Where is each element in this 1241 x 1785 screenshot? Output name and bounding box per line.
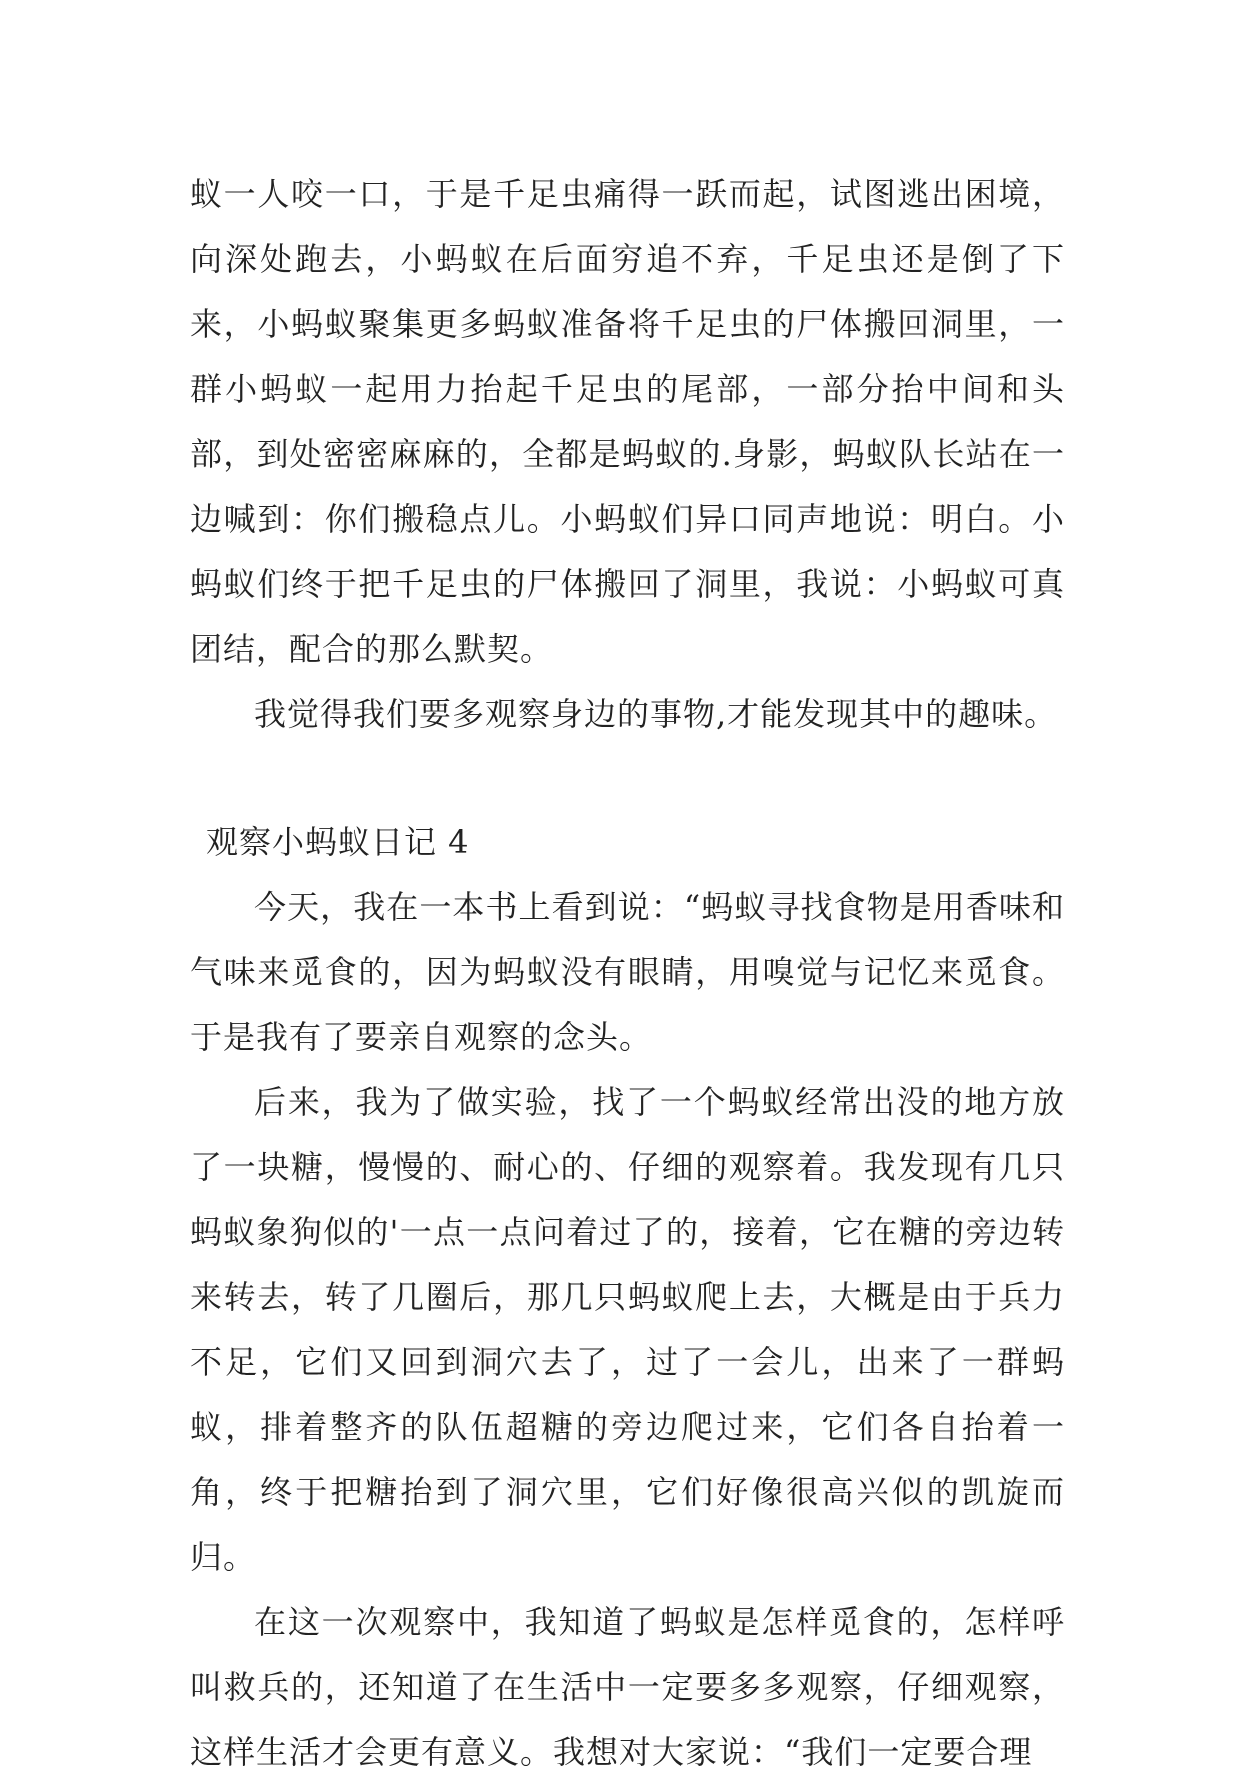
paragraph-lesson-learned: 在这一次观察中，我知道了蚂蚁是怎样觅食的，怎样呼叫救兵的，还知道了在生活中一定要多多观察，仔细观察，这样生活才会更有意义。我想对大家说：“我们一定要合理 <box>190 1603 1065 1771</box>
paragraph-book-reading: 今天，我在一本书上看到说：“蚂蚁寻找食物是用香味和气味来觅食的，因为蚂蚁没有眼睛，用嗅觉与记忆来觅食。于是我有了要亲自观察的念头。 <box>190 888 1065 1056</box>
section-title: 观察小蚂蚁日记 4 <box>206 823 470 861</box>
document-body <box>190 162 1065 1785</box>
paragraph-observation-conclusion: 我觉得我们要多观察身边的事物,才能发现其中的趣味。 <box>254 695 1058 733</box>
paragraph-ant-carrying-millipede: 蚁一人咬一口，于是千足虫痛得一跃而起，试图逃出困境，向深处跑去，小蚂蚁在后面穷追不弃，千足虫还是倒了下来，小蚂蚁聚集更多蚂蚁准备将千足虫的尸体搬回洞里，一群小蚂蚁一起用力抬起千足虫的尾部，一部分抬中间和头部，到处密密麻麻的，全都是蚂蚁的.身影，蚂蚁队长站在一边喊到：你们搬稳点儿。小蚂蚁们异口同声地说：明白。小蚂蚁们终于把千足虫的尸体搬回了洞里，我说：小蚂蚁可真团结，配合的那么默契。 <box>190 175 1065 668</box>
paragraph-sugar-experiment: 后来，我为了做实验，找了一个蚂蚁经常出没的地方放了一块糖，慢慢的、耐心的、仔细的观察着。我发现有几只蚂蚁象狗似的'一点一点问着过了的，接着，它在糖的旁边转来转去，转了几圈后，那几只蚂蚁爬上去，大概是由于兵力不足，它们又回到洞穴去了，过了一会儿，出来了一群蚂蚁，排着整齐的队伍超糖的旁边爬过来，它们各自抬着一角，终于把糖抬到了洞穴里，它们好像很高兴似的凯旋而归。 <box>190 1083 1065 1576</box>
